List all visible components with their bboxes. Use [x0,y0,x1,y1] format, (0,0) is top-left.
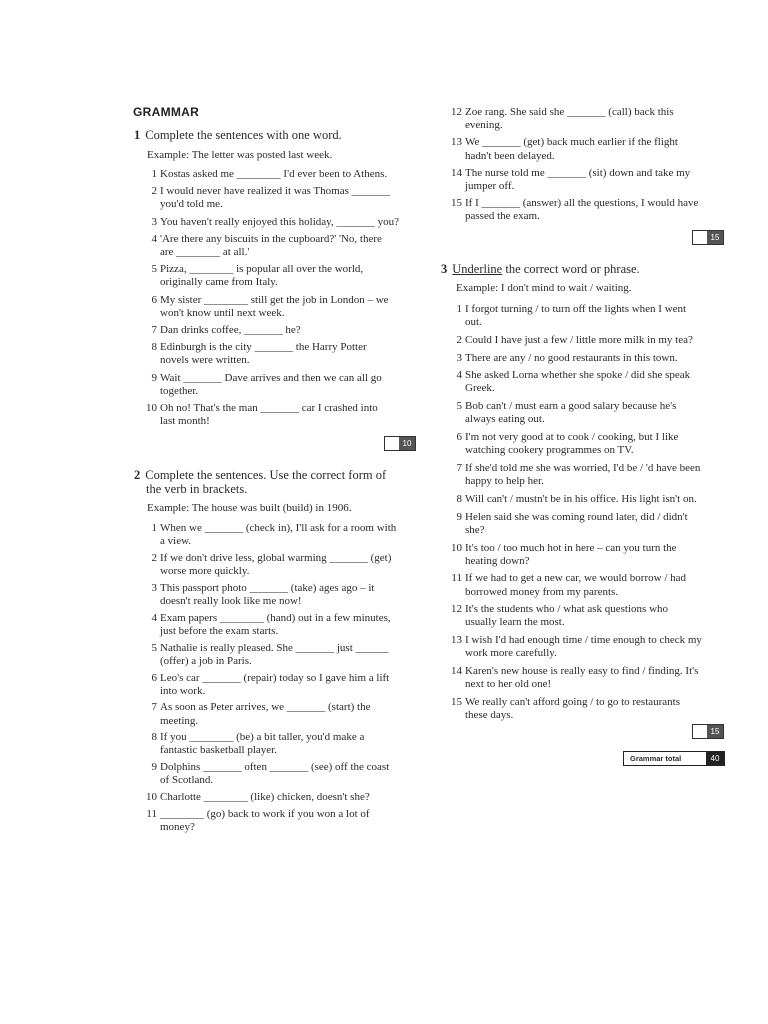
item-text: If we don't drive less, global warming _______ (get) [160,551,392,564]
item-text: evening. [465,119,503,132]
section-number: 2 [134,468,141,482]
section-1-score [384,436,416,451]
item-text: Oh no! That's the man _______ car I crashed into [160,402,378,414]
item-text: money? [160,820,195,833]
item-number: 2 [151,185,157,198]
item-text: Pizza, ________ is popular all over the world, [160,263,364,276]
item-number: 8 [151,731,157,744]
item-number: 6 [151,671,157,684]
section-example: Example: I don't mind to wait / waiting. [456,282,632,294]
item-text: Nathalie is really pleased. She _______ just ______ [160,641,389,654]
score-max: 15 [707,725,723,738]
item-number: 10 [146,791,157,804]
item-text: When we _______ (check in), I'll ask for a room with [160,522,397,534]
item-text: My sister ________ still get the job in London – we [160,293,389,306]
item-text: If she'd told me she was worried, I'd be / 'd have been [465,462,701,474]
item-text: these days. [465,709,514,722]
item-text: borrowed money from my parents. [465,585,619,598]
item-number: 6 [151,293,157,306]
item-number: 10 [146,402,157,414]
item-text: novels were written. [160,354,250,367]
item-number: 4 [456,369,462,382]
item-text: It's the students who / what ask questions who [465,603,669,616]
item-text: into work. [160,684,206,697]
item-number: 6 [456,431,462,444]
section-instruction: the correct word or phrase. [502,262,640,276]
section-example: Example: The letter was posted last week. [147,149,333,161]
section-1-heading [134,128,342,142]
item-text: always eating out. [465,413,545,426]
item-number: 5 [151,641,157,654]
item-text: She asked Lorna whether she spoke / did she speak [465,369,691,382]
item-number: 9 [151,371,157,384]
item-number: 10 [451,541,462,554]
item-number: 9 [151,761,157,774]
item-number: 12 [451,106,462,118]
item-text: Wait _______ Dave arrives and then we can all go [160,371,382,384]
item-text: just before the exam starts. [160,624,279,637]
item-number: 3 [151,215,157,228]
item-text: heating down? [465,554,530,567]
item-text: of Scotland. [160,774,214,787]
section-instruction: Complete the sentences with one word. [145,128,342,142]
grammar-total [623,751,725,766]
section-instruction-underlined: Underline [452,262,503,276]
item-number: 7 [456,462,462,474]
item-number: 3 [151,581,157,594]
item-number: 7 [151,701,157,714]
item-text: Zoe rang. She said she _______ (call) back this [465,106,674,118]
item-text: Could I have just a few / little more milk in my tea? [465,333,693,346]
item-text: Dan drinks coffee, _______ he? [160,324,301,336]
item-number: 4 [151,232,157,245]
item-text: I'm not very good at to cook / cooking, but I like [465,431,679,444]
item-number: 2 [151,551,157,564]
item-text: fantastic basketball player. [160,744,277,757]
item-text: Karen's new house is really easy to find / finding. It's [465,665,699,678]
item-text: If you ________ (be) a bit taller, you'd make a [160,731,365,744]
item-text: Helen said she was coming round later, did / didn't [465,510,688,523]
item-text: We really can't afford going / to go to restaurants [465,696,681,708]
item-text: meeting. [160,714,199,727]
score-max: 15 [707,231,723,244]
section-instruction-line2: the verb in brackets. [146,482,248,496]
item-text: The nurse told me _______ (sit) down and take my [465,166,691,179]
item-number: 7 [151,324,157,336]
page-title: GRAMMAR [133,105,200,119]
item-number: 5 [456,400,462,413]
item-number: 5 [151,263,157,276]
item-number: 9 [456,510,462,523]
item-number: 13 [451,634,462,647]
item-number: 12 [451,603,462,616]
item-text: I forgot turning / to turn off the lights when I went [465,303,687,315]
item-text: she? [465,523,485,536]
item-text: doesn't really look like me now! [160,594,302,607]
item-text: There are any / no good restaurants in this town. [465,351,678,364]
item-text: ________ (go) back to work if you won a lot of [160,807,370,820]
score-max: 10 [399,437,415,450]
grammar-total-label: Grammar total [630,754,682,763]
item-text: Leo's car _______ (repair) today so I gave him a lift [160,671,390,684]
item-text: If we had to get a new car, we would borrow / had [465,572,687,585]
item-text: If I _______ (answer) all the questions, I would have [465,197,699,210]
item-text: worse more quickly. [160,565,250,578]
item-text: You haven't really enjoyed this holiday, _______ you? [160,215,400,228]
item-number: 1 [151,168,157,180]
item-text: watching cookery programmes on TV. [465,444,634,457]
item-text: together. [160,384,199,397]
item-text: It's too / too much hot in here – can you turn the [465,541,677,554]
item-text: out. [465,316,482,329]
item-text: As soon as Peter arrives, we _______ (start) the [160,701,371,714]
item-text: usually learn the most. [465,616,565,629]
section-2-heading [134,468,386,496]
item-text: Edinburgh is the city _______ the Harry Potter [160,341,367,354]
item-number: 8 [456,492,462,505]
item-text: work more carefully. [465,647,557,660]
section-instruction: Complete the sentences. Use the correct form of [145,468,387,482]
item-text: won't know until next week. [160,306,285,319]
item-text: I would never have realized it was Thomas _______ [160,185,391,198]
item-number: 2 [456,333,462,346]
item-text: jumper off. [465,179,515,192]
item-number: 1 [151,522,157,534]
item-text: last month! [160,415,210,428]
item-number: 15 [451,696,462,708]
section-number: 1 [134,128,141,142]
item-text: 'Are there any biscuits in the cupboard?' 'No, there [160,232,382,245]
item-number: 4 [151,611,157,624]
item-number: 1 [456,303,462,315]
item-text: Kostas asked me ________ I'd ever been to Athens. [160,168,388,180]
section-example: Example: The house was built (build) in 1906. [147,502,352,514]
item-number: 11 [146,807,157,820]
item-number: 13 [451,136,462,149]
item-text: We _______ (get) back much earlier if the flight [465,136,678,149]
item-number: 3 [456,351,462,364]
item-text: Greek. [465,382,495,395]
item-text: Bob can't / must earn a good salary because he's [465,400,677,413]
item-text: This passport photo _______ (take) ages ago – it [160,581,375,594]
item-text: Will can't / mustn't be in his office. His light isn't on. [465,492,697,505]
item-text: Dolphins _______ often _______ (see) off the coast [160,761,390,774]
item-text: I wish I'd had enough time / time enough to check my [465,634,702,647]
section-2-score [692,230,724,245]
item-text: passed the exam. [465,210,540,223]
item-text: a view. [160,535,192,548]
item-text: hadn't been delayed. [465,149,555,162]
item-number: 11 [451,572,462,585]
item-text: (offer) a job in Paris. [160,654,252,667]
item-text: you'd told me. [160,198,223,211]
item-text: next to her old one! [465,678,552,691]
item-number: 8 [151,341,157,354]
item-text: are ________ at all.' [160,245,250,258]
item-text: originally came from Italy. [160,276,278,289]
item-text: Exam papers ________ (hand) out in a few minutes, [160,611,391,624]
item-number: 14 [451,665,462,678]
item-text: Charlotte ________ (like) chicken, doesn't she? [160,791,370,804]
item-number: 14 [451,166,462,179]
section-3-heading [441,262,640,276]
section-number: 3 [441,262,448,276]
grammar-total-value: 40 [706,752,724,765]
item-text: happy to help her. [465,475,544,488]
item-number: 15 [451,197,462,210]
section-3-score [692,724,724,739]
